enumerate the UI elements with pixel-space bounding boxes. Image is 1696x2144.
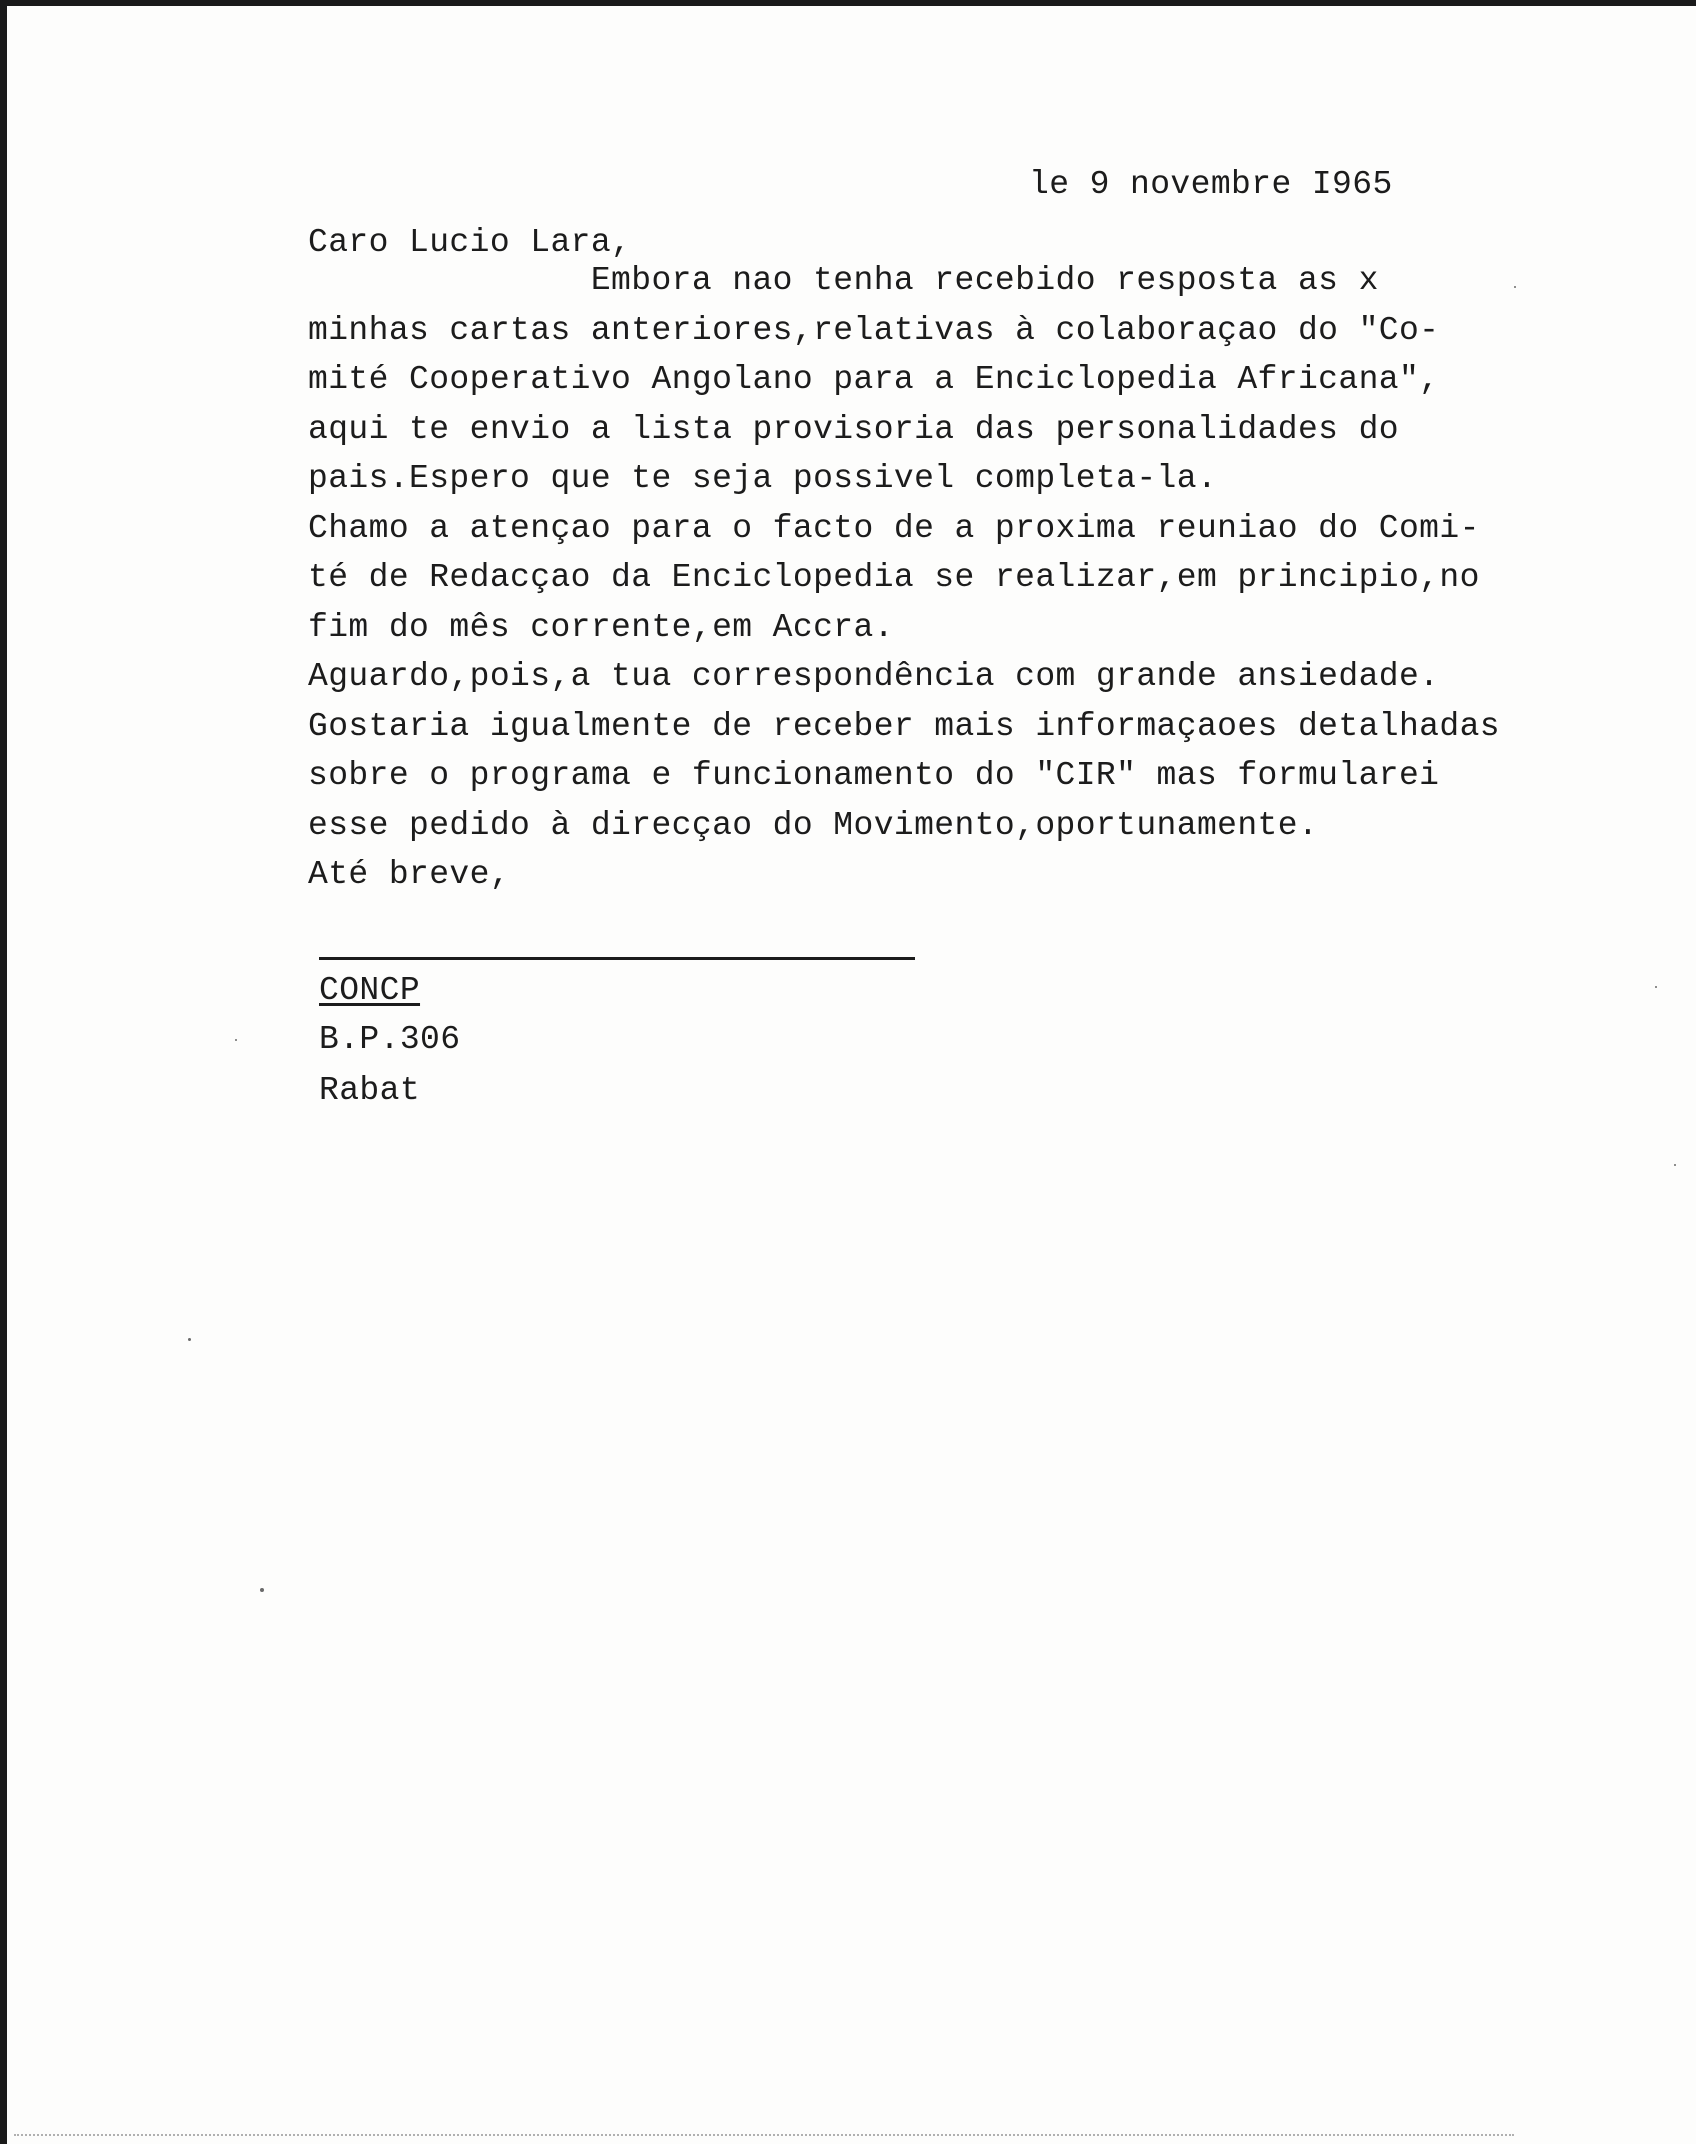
- letter-date: le 9 novembre I965: [1029, 166, 1393, 203]
- body-line: té de Redacçao da Enciclopedia se realizar,em principio,no: [308, 559, 1480, 596]
- body-line: esse pedido à direcçao do Movimento,oportunamente.: [308, 807, 1319, 844]
- scan-speck: [235, 1039, 237, 1041]
- sender-organization: CONCP: [319, 972, 421, 1009]
- body-line: aqui te envio a lista provisoria das personalidades do: [308, 411, 1399, 448]
- body-line: Chamo a atençao para o facto de a proxima reuniao do Comi-: [308, 510, 1480, 547]
- scan-speck: [188, 1338, 191, 1341]
- body-line: minhas cartas anteriores,relativas à colaboraçao do "Co-: [308, 312, 1440, 349]
- salutation: Caro Lucio Lara,: [308, 224, 632, 261]
- scan-speck: [1655, 986, 1657, 988]
- sender-po-box: B.P.306: [319, 1021, 461, 1058]
- body-line: mité Cooperativo Angolano para a Enciclopedia Africana",: [308, 361, 1440, 398]
- body-line: Aguardo,pois,a tua correspondência com grande ansiedade.: [308, 658, 1440, 695]
- scan-speck: [1514, 286, 1516, 288]
- letter-body: [308, 264, 1568, 924]
- body-line: pais.Espero que te seja possivel completa-la.: [308, 460, 1218, 497]
- scan-edge: [14, 2134, 1514, 2138]
- body-line: Até breve,: [308, 856, 511, 893]
- scan-speck: [260, 1588, 264, 1592]
- body-line: fim do mês corrente,em Accra.: [308, 609, 894, 646]
- scan-speck: [1674, 1164, 1676, 1166]
- body-line: sobre o programa e funcionamento do "CIR" mas formularei: [308, 757, 1440, 794]
- sender-city: Rabat: [319, 1072, 421, 1109]
- body-line: Gostaria igualmente de receber mais informaçaoes detalhadas: [308, 708, 1500, 745]
- signature-line: [319, 957, 915, 960]
- body-line: Embora nao tenha recebido resposta as x: [308, 262, 1379, 299]
